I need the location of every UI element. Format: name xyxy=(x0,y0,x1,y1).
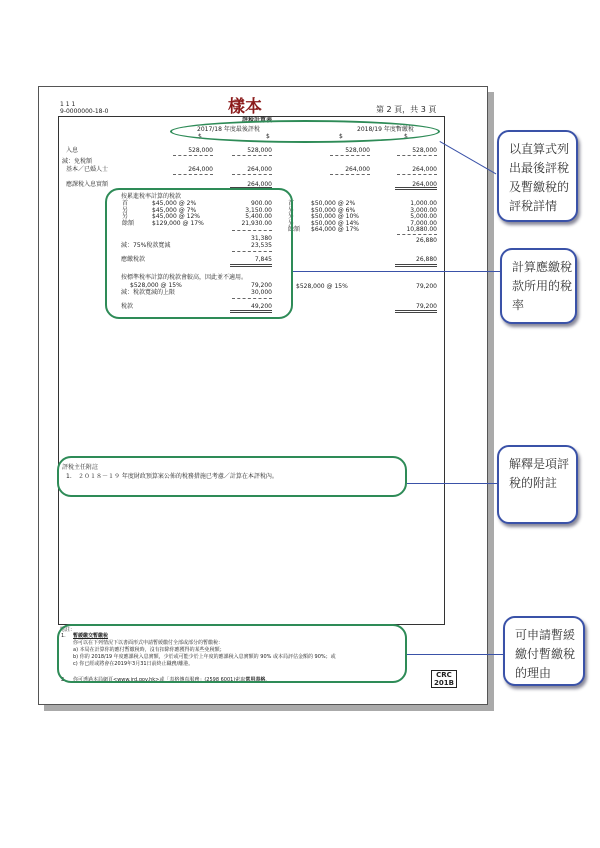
table-cell: 264,000 xyxy=(188,166,213,173)
rule-line xyxy=(395,310,437,313)
currency: $ xyxy=(404,133,408,140)
table-cell: $45,000 @ 2% xyxy=(152,200,197,207)
rule-line xyxy=(395,187,437,190)
remark-number: 1. xyxy=(66,473,72,480)
sample-stamp: 樣本 xyxy=(228,97,262,117)
col-prov: 2018/19 年度暫繳稅 xyxy=(357,126,414,133)
form-code-1: CRC xyxy=(436,671,452,679)
table-cell: 264,000 xyxy=(412,181,437,188)
row-label: 減：稅款寬減的上限 xyxy=(121,289,176,296)
table-cell: 900.00 xyxy=(251,200,272,207)
note-text: 你可透過本局網頁<www.ird.gov.hk>或「表格傳真服務」(2598 6001)索取 xyxy=(73,677,246,683)
rule-line xyxy=(173,174,213,175)
rule-line xyxy=(232,155,272,156)
remarks-title: 評稅主任附註 xyxy=(62,464,99,471)
table-cell: 528,000 xyxy=(247,147,272,154)
table-cell: 10,880.00 xyxy=(406,226,437,233)
table-cell: 7,000.00 xyxy=(410,219,437,227)
table-cell: 264,000 xyxy=(345,166,370,173)
table-cell: 23,535 xyxy=(251,242,272,249)
row-label: 入息 xyxy=(66,147,79,154)
rule-line xyxy=(397,155,437,156)
col-final: 2017/18 年度最後評稅 xyxy=(197,126,260,133)
note-text: 你可以在下列情況下以書面形式申請暫緩繳付全部或部分的暫繳稅： xyxy=(73,640,224,646)
table-cell: 528,000 xyxy=(188,147,213,154)
note-text: 。 xyxy=(265,677,271,683)
table-cell: 79,200 xyxy=(416,283,437,290)
connector-line xyxy=(407,483,498,484)
table-cell: 49,200 xyxy=(251,303,272,310)
table-cell: $528,000 @ 15% xyxy=(130,282,182,289)
table-cell: 264,000 xyxy=(247,181,272,188)
rule-line xyxy=(330,155,370,156)
rule-line xyxy=(397,234,437,235)
table-cell: 79,200 xyxy=(251,282,272,289)
connector-line xyxy=(293,271,501,272)
table-cell: 528,000 xyxy=(412,147,437,154)
form-code xyxy=(431,670,457,688)
doc-code: 1 1 1 xyxy=(60,101,76,108)
table-cell: 79,200 xyxy=(416,303,437,310)
callout-remarks: 解釋是項評稅的附註 xyxy=(497,445,578,524)
note-text: a) 本局在計算你的應付暫繳稅時，沒有扣除你應獲得的某些免稅額； xyxy=(73,647,225,653)
table-cell: $129,000 @ 17% xyxy=(152,219,204,227)
rule-line xyxy=(397,174,437,175)
table-cell: 餘額 xyxy=(122,219,135,227)
file-number: 9-0000000-18-0 xyxy=(60,108,109,115)
callout-tax-rates: 計算應繳稅款所用的稅率 xyxy=(500,248,577,324)
form-code-2: 201B xyxy=(434,679,454,687)
table-cell: 26,880 xyxy=(416,237,437,244)
table-title: 評稅計算表 xyxy=(242,117,273,124)
forms-link[interactable]: 常用表格 xyxy=(245,677,266,683)
table-cell: 另 xyxy=(288,213,295,220)
table-cell: 另 xyxy=(288,206,295,214)
table-cell: 528,000 xyxy=(345,147,370,154)
row-label: 應課稅入息實額 xyxy=(66,181,109,188)
callout-holdover: 可申請暫緩繳付暫繳稅的理由 xyxy=(503,616,585,686)
table-cell: 5,400.00 xyxy=(245,213,272,220)
row-label: 按累進稅率計算的稅款 xyxy=(121,193,182,200)
remark-item: ２０１８－１９ 年度財政預算案公佈的稅務措施已考慮／計算在本評稅內。 xyxy=(78,473,278,480)
table-cell: $45,000 @ 7% xyxy=(152,206,197,214)
highlight-notes xyxy=(57,624,407,683)
table-cell: 另 xyxy=(122,213,129,220)
row-label: 減：免稅額 xyxy=(62,158,93,165)
table-cell: 21,930.00 xyxy=(241,219,272,227)
currency: $ xyxy=(266,133,270,140)
table-cell: 另 xyxy=(288,219,295,227)
table-cell: $50,000 @ 2% xyxy=(311,200,356,207)
table-cell: 首 xyxy=(122,200,129,207)
row-label: 應繳稅款 xyxy=(121,256,146,263)
connector-line xyxy=(407,654,504,655)
table-cell: 264,000 xyxy=(412,166,437,173)
table-cell: 26,880 xyxy=(416,256,437,263)
highlight-rates xyxy=(105,188,293,319)
table-cell: 5,000.00 xyxy=(410,213,437,220)
currency: $ xyxy=(198,133,202,140)
table-cell: $50,000 @ 6% xyxy=(311,206,356,214)
note-number: 2. xyxy=(61,677,66,683)
notes-title: 附註： xyxy=(60,627,76,633)
note-title: 暫緩繳交暫繳稅 xyxy=(73,633,109,639)
table-cell: 264,000 xyxy=(247,166,272,173)
page-indicator: 第 2 頁，共 3 頁 xyxy=(376,105,437,114)
table-cell: $528,000 @ 15% xyxy=(296,283,348,290)
currency: $ xyxy=(339,133,343,140)
table-cell: $50,000 @ 10% xyxy=(311,213,359,220)
table-cell: $64,000 @ 17% xyxy=(311,226,359,233)
highlight-header xyxy=(170,120,440,143)
table-cell: 7,845 xyxy=(254,256,272,263)
table-cell: 3,000.00 xyxy=(410,206,437,214)
note-text: b) 你的 2018/19 年度應課稅入息實額，少於或可能少於上年度的應課稅入息實額的 90% 或本局評估金額的 90%；或 xyxy=(73,654,336,660)
table-cell: 1,000.00 xyxy=(410,200,437,207)
table-cell: 31,380 xyxy=(251,235,272,242)
table-cell: 首 xyxy=(288,200,295,207)
row-label: 稅款 xyxy=(121,303,134,310)
table-cell: 3,150.00 xyxy=(245,206,272,214)
callout-assessment-details: 以直算式列出最後評稅及暫繳稅的評稅詳情 xyxy=(497,130,578,222)
rule-line xyxy=(395,264,437,267)
table-cell: 30,000 xyxy=(251,289,272,296)
table-cell: $50,000 @ 14% xyxy=(311,219,359,227)
table-cell: 另 xyxy=(122,206,129,214)
highlight-remarks xyxy=(57,456,407,497)
table-cell: $45,000 @ 12% xyxy=(152,213,200,220)
row-label: 基本／已婚人士 xyxy=(66,166,109,173)
rule-line xyxy=(232,174,272,175)
row-label: 按標準稅率計算的稅款會較高，因此並不適用。 xyxy=(121,274,248,281)
rule-line xyxy=(173,155,213,156)
row-label: 減：75%稅款寬減 xyxy=(121,242,171,249)
note-text: c) 你已經或將會在2019年3月31日前終止職務/離港。 xyxy=(73,661,194,667)
rule-line xyxy=(330,174,370,175)
table-cell: 餘額 xyxy=(288,226,301,233)
note-number: 1. xyxy=(61,633,66,639)
